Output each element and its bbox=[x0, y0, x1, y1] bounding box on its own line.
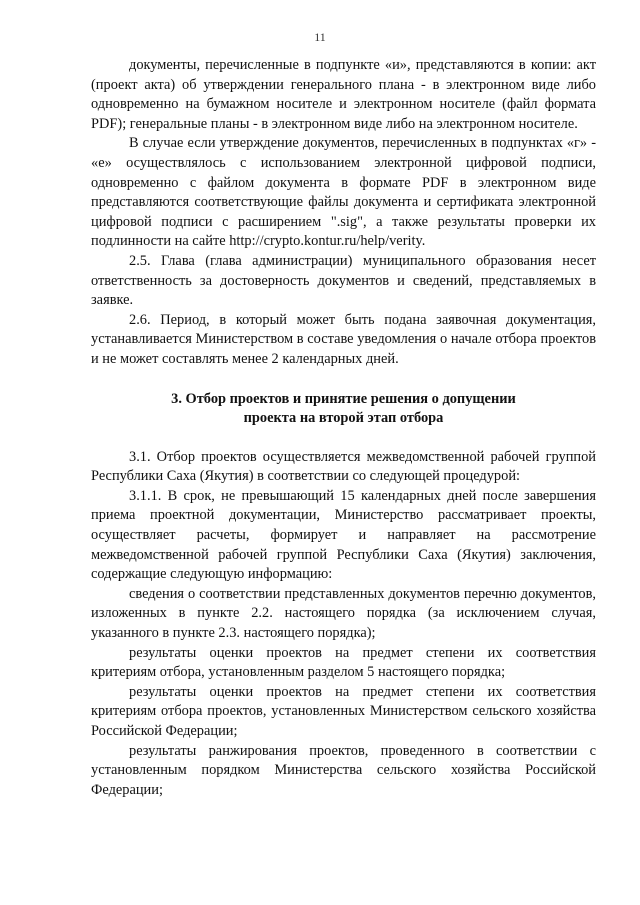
section-heading-line-1: 3. Отбор проектов и принятие решения о допущении bbox=[171, 390, 516, 407]
page-number: 11 bbox=[314, 30, 326, 44]
paragraph-3-1: 3.1. Отбор проектов осуществляется межведомственной рабочей группой Республики Саха (Якутия) в соответствии со следующей процедурой: bbox=[91, 448, 596, 485]
paragraph-3-1-1: 3.1.1. В срок, не превышающий 15 календарных дней после завершения приема проектной документации, Министерство рассматривает проекты, осуществляет расчеты, формирует и направляет на рассмотрение межведомственной рабочей группой Республики Саха (Якутия) заключения, содержащие следующую информацию: bbox=[91, 487, 596, 583]
list-item-ranking: результаты ранжирования проектов, проведенного в соответствии с установленным порядком Министерства сельского хозяйства Российской Федерации; bbox=[91, 742, 596, 798]
paragraph-documents-copies: документы, перечисленные в подпункте «и», представляются в копии: акт (проект акта) об утверждении генерального плана - в электронном виде либо одновременно на бумажном носителе и электронном носителе (файл формата PDF); генеральные планы - в электронном виде либо на электронном носителе. bbox=[91, 57, 596, 132]
list-item-compliance-info: сведения о соответствии представленных документов перечню документов, изложенных в пункте 2.2. настоящего порядка (за исключением случая, указанного в пункте 2.3. настоящего порядка); bbox=[91, 585, 596, 642]
paragraph-2-6: 2.6. Период, в который может быть подана заявочная документация, устанавливается Министерством в составе уведомления о начале отбора проектов и не может составлять менее 2 календарных дней. bbox=[91, 311, 596, 367]
document-body bbox=[91, 56, 596, 800]
list-item-evaluation-section-5: результаты оценки проектов на предмет степени их соответствия критериям отбора, установленным разделом 5 настоящего порядка; bbox=[91, 644, 596, 681]
paragraph-digital-signature: В случае если утверждение документов, перечисленных в подпунктах «г» - «е» осуществлялось с использованием электронной цифровой подписи, одновременно с файлом документа в формате PDF в электронном виде представляются соответствующие файлы документа и сертификата электронной цифровой подписи с расширением ".sig", а также результаты проверки их подлинности на сайте http://crypto.kontur.ru/help/verity. bbox=[91, 135, 596, 250]
section-heading-line-2: проекта на второй этап отбора bbox=[243, 410, 444, 427]
paragraph-2-5: 2.5. Глава (глава администрации) муниципального образования несет ответственность за достоверность документов и сведений, представляемых в заявке. bbox=[91, 252, 596, 309]
section-heading bbox=[91, 390, 596, 429]
list-item-evaluation-ministry: результаты оценки проектов на предмет степени их соответствия критериям отбора проектов, установленных Министерством сельского хозяйства Российской Федерации; bbox=[91, 683, 596, 739]
